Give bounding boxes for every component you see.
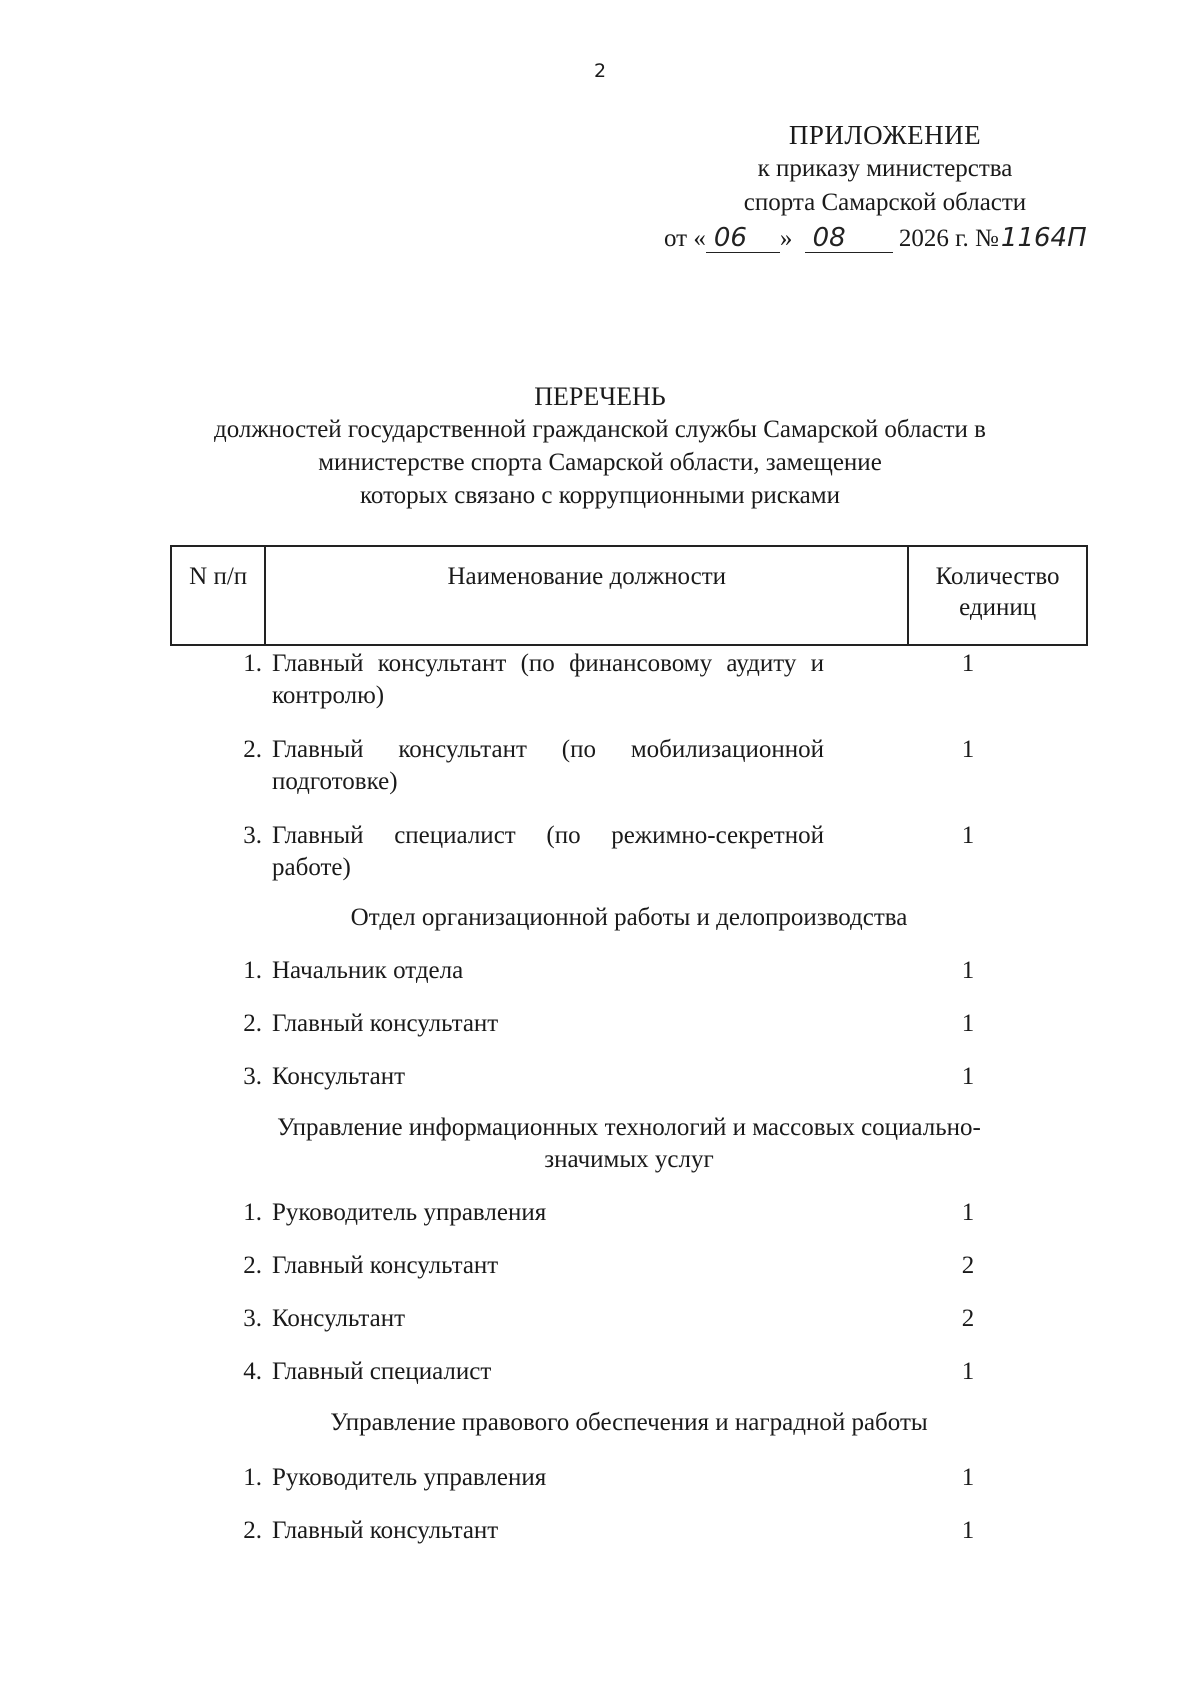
row-number: 2. — [243, 1010, 262, 1037]
row-position-name: Главный консультант — [272, 1252, 499, 1279]
row-number: 1. — [243, 1464, 262, 1491]
appendix-line-1: к приказу министерства — [757, 155, 1013, 182]
row-number: 1. — [243, 1199, 262, 1226]
row-number: 3. — [243, 1063, 262, 1090]
document-title — [0, 380, 1200, 512]
positions-table-header — [170, 545, 1088, 646]
order-from-label: от « — [664, 225, 706, 252]
row-quantity: 1 — [961, 822, 975, 849]
row-position-name: Главный консультант (по финансовому аудиту и контролю) — [272, 650, 824, 709]
order-year-label: 2026 г. № — [898, 225, 999, 252]
row-quantity: 1 — [961, 957, 975, 984]
section-title-line-1: Управление информационных технологий и массовых социально- — [277, 1114, 981, 1141]
column-header-quantity-line-2: единиц — [959, 594, 1037, 621]
table-row — [170, 648, 1088, 718]
column-header-quantity-line-1: Количество — [935, 563, 1060, 590]
row-number: 3. — [243, 822, 262, 849]
title-heading: ПЕРЕЧЕНЬ — [534, 382, 666, 411]
row-number: 1. — [243, 650, 262, 677]
row-quantity: 1 — [961, 736, 975, 763]
order-quote-close: » — [779, 225, 793, 252]
row-position-name: Руководитель управления — [272, 1199, 547, 1226]
appendix-header: ПРИЛОЖЕНИЕ — [788, 120, 982, 150]
row-number: 2. — [243, 1517, 262, 1544]
appendix-block — [600, 118, 1170, 220]
column-header-quantity — [908, 546, 1087, 645]
row-quantity: 1 — [961, 1517, 975, 1544]
section-title-line-2: значимых услуг — [544, 1146, 714, 1173]
order-month-handwritten: 08 — [805, 224, 893, 253]
title-line-1: должностей государственной гражданской службы Самарской области в — [214, 416, 986, 443]
row-position-name: Начальник отдела — [272, 957, 464, 984]
row-number: 2. — [243, 1252, 262, 1279]
title-line-2: министерстве спорта Самарской области, замещение — [318, 449, 882, 476]
row-position-name: Главный консультант — [272, 1517, 499, 1544]
section-title — [170, 1112, 1088, 1176]
row-number: 4. — [243, 1358, 262, 1385]
order-day-handwritten: 06 — [706, 224, 780, 253]
table-row — [170, 734, 1088, 804]
order-number-handwritten: 1164П — [1000, 223, 1087, 253]
appendix-line-2: спорта Самарской области — [743, 189, 1027, 216]
row-position-name: Руководитель управления — [272, 1464, 547, 1491]
table-row — [170, 820, 1088, 890]
row-position-name: Главный специалист (по режимно-секретной работе) — [272, 822, 824, 881]
column-header-name: Наименование должности — [265, 546, 908, 645]
row-position-name: Консультант — [272, 1305, 406, 1332]
column-header-number: N п/п — [171, 546, 265, 645]
section-title: Отдел организационной работы и делопроизводства — [350, 904, 908, 931]
row-quantity: 2 — [961, 1305, 975, 1332]
row-quantity: 1 — [961, 1010, 975, 1037]
title-line-3: которых связано с коррупционными рисками — [360, 482, 840, 509]
row-quantity: 2 — [961, 1252, 975, 1279]
row-quantity: 1 — [961, 1358, 975, 1385]
row-quantity: 1 — [961, 1063, 975, 1090]
row-position-name: Консультант — [272, 1063, 406, 1090]
row-number: 2. — [243, 736, 262, 763]
row-number: 3. — [243, 1305, 262, 1332]
row-quantity: 1 — [961, 1464, 975, 1491]
row-quantity: 1 — [961, 650, 975, 677]
page-number: 2 — [593, 60, 607, 82]
row-quantity: 1 — [961, 1199, 975, 1226]
section-title: Управление правового обеспечения и наградной работы — [330, 1409, 928, 1436]
row-position-name: Главный консультант (по мобилизационной подготовке) — [272, 736, 824, 795]
row-number: 1. — [243, 957, 262, 984]
order-date-line — [664, 224, 1200, 253]
row-position-name: Главный консультант — [272, 1010, 499, 1037]
row-position-name: Главный специалист — [272, 1358, 492, 1385]
